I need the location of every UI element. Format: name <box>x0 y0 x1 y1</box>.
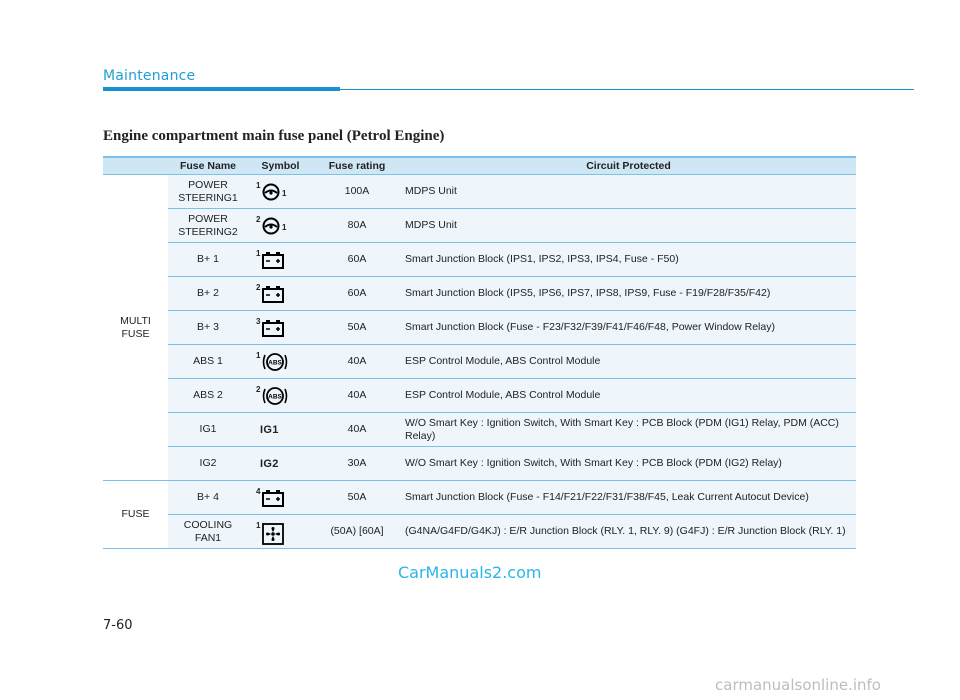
fuse-name: COOLING FAN1 <box>168 515 248 549</box>
svg-text:ABS: ABS <box>268 393 282 400</box>
watermark-carmanuals2: CarManuals2.com <box>398 563 542 582</box>
fuse-name: ABS 1 <box>168 345 248 379</box>
fuse-name: B+ 2 <box>168 277 248 311</box>
circuit-protected: Smart Junction Block (Fuse - F23/F32/F39/F41/F46/F48, Power Window Relay) <box>401 311 856 345</box>
table-row <box>103 277 856 311</box>
group-fuse: FUSE <box>103 481 168 549</box>
section-header: Maintenance <box>103 68 196 84</box>
table-row <box>103 447 856 481</box>
fuse-rating: 40A <box>313 345 401 379</box>
circuit-protected: ESP Control Module, ABS Control Module <box>401 345 856 379</box>
fuse-name: POWER STEERING2 <box>168 209 248 243</box>
fuse-name: B+ 1 <box>168 243 248 277</box>
circuit-protected: (G4NA/G4FD/G4KJ) : E/R Junction Block (RLY. 1, RLY. 9) (G4FJ) : E/R Junction Block (RLY. 1) <box>401 515 856 549</box>
fuse-name: B+ 4 <box>168 481 248 515</box>
table-header-row <box>103 157 856 175</box>
fuse-name: IG2 <box>168 447 248 481</box>
table-row <box>103 209 856 243</box>
fuse-rating: 30A <box>313 447 401 481</box>
abs-icon: 1 ABS <box>252 349 309 375</box>
column-header-fuse-name: Fuse Name <box>168 157 248 175</box>
battery-icon: 1 <box>252 247 309 273</box>
page-number: 7-60 <box>103 618 133 633</box>
ig1-symbol: IG1 <box>260 423 279 436</box>
fuse-name: POWER STEERING1 <box>168 175 248 209</box>
fuse-rating: 40A <box>313 413 401 447</box>
table-row <box>103 379 856 413</box>
table-row <box>103 515 856 549</box>
header-rule-thick <box>103 87 340 91</box>
column-header-fuse-rating: Fuse rating <box>313 157 401 175</box>
circuit-protected: W/O Smart Key : Ignition Switch, With Smart Key : PCB Block (PDM (IG2) Relay) <box>401 447 856 481</box>
fuse-table <box>103 156 856 549</box>
battery-icon: 4 <box>252 485 309 511</box>
fuse-rating: 50A <box>313 311 401 345</box>
power-steering-icon: 2 1 <box>256 214 287 232</box>
table-row <box>103 311 856 345</box>
fuse-rating: 80A <box>313 209 401 243</box>
abs-icon: 2 ABS <box>252 383 309 409</box>
battery-icon: 3 <box>252 315 309 341</box>
circuit-protected: MDPS Unit <box>401 175 856 209</box>
fuse-name: ABS 2 <box>168 379 248 413</box>
svg-text:ABS: ABS <box>268 359 282 366</box>
fuse-name: IG1 <box>168 413 248 447</box>
fuse-rating: (50A) [60A] <box>313 515 401 549</box>
ig2-symbol: IG2 <box>260 457 279 470</box>
table-row <box>103 345 856 379</box>
footer-watermark: carmanualsonline.info <box>715 676 881 694</box>
fuse-rating: 60A <box>313 243 401 277</box>
circuit-protected: Smart Junction Block (IPS1, IPS2, IPS3, IPS4, Fuse - F50) <box>401 243 856 277</box>
column-header-circuit: Circuit Protected <box>401 157 856 175</box>
fuse-rating: 50A <box>313 481 401 515</box>
power-steering-icon: 1 1 <box>256 180 287 198</box>
fuse-rating: 100A <box>313 175 401 209</box>
fuse-rating: 40A <box>313 379 401 413</box>
fuse-name: B+ 3 <box>168 311 248 345</box>
table-row <box>103 413 856 447</box>
cooling-fan-icon: 1 <box>252 519 309 545</box>
circuit-protected: MDPS Unit <box>401 209 856 243</box>
circuit-protected: ESP Control Module, ABS Control Module <box>401 379 856 413</box>
header-rule-thin <box>340 89 914 90</box>
table-row <box>103 243 856 277</box>
battery-icon: 2 <box>252 281 309 307</box>
column-header-symbol: Symbol <box>248 157 313 175</box>
table-row <box>103 481 856 515</box>
circuit-protected: Smart Junction Block (IPS5, IPS6, IPS7, IPS8, IPS9, Fuse - F19/F28/F35/F42) <box>401 277 856 311</box>
circuit-protected: Smart Junction Block (Fuse - F14/F21/F22/F31/F38/F45, Leak Current Autocut Device) <box>401 481 856 515</box>
table-row <box>103 175 856 209</box>
circuit-protected: W/O Smart Key : Ignition Switch, With Smart Key : PCB Block (PDM (IG1) Relay, PDM (ACC) Relay) <box>401 413 856 447</box>
page-title: Engine compartment main fuse panel (Petrol Engine) <box>103 128 445 144</box>
fuse-rating: 60A <box>313 277 401 311</box>
group-multi-fuse: MULTI FUSE <box>103 175 168 481</box>
